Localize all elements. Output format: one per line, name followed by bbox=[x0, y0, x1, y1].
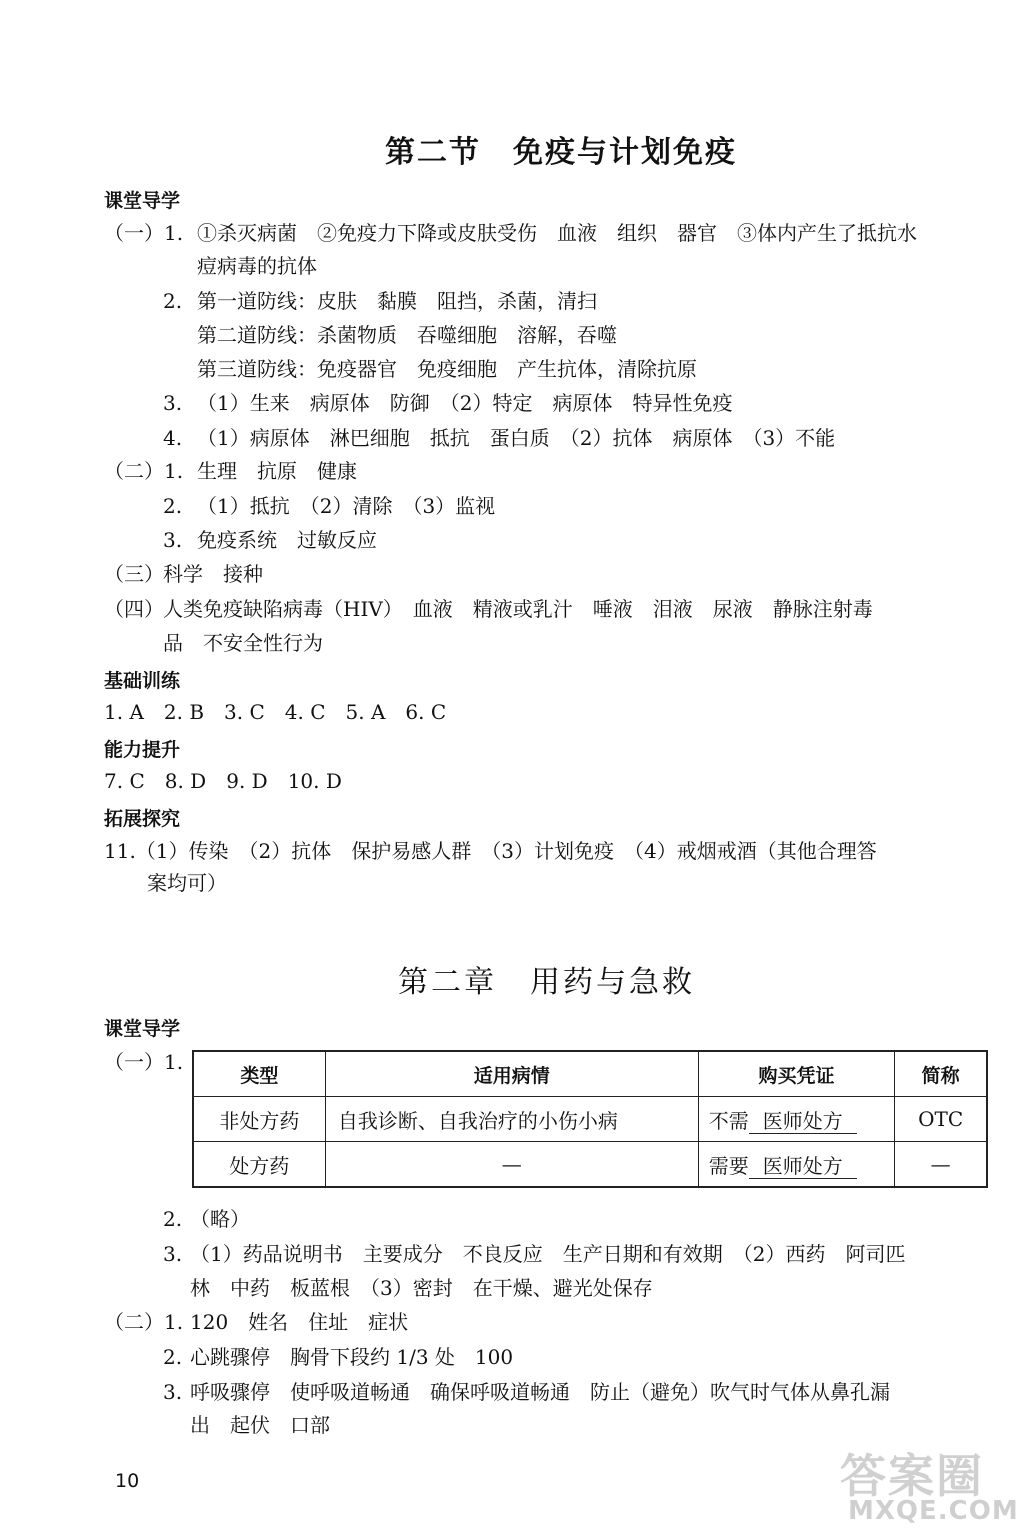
buy-prefix: 需要 bbox=[708, 1153, 749, 1178]
answer-line: 生理 抗原 健康 bbox=[197, 459, 357, 483]
item-number: 2. bbox=[163, 289, 183, 313]
answer-line: ①杀灭病菌 ②免疫力下降或皮肤受伤 血液 组织 器官 ③体内产生了抵抗水 bbox=[197, 221, 917, 245]
watermark-logo bbox=[840, 1440, 1020, 1530]
table-cell-type: 非处方药 bbox=[193, 1097, 325, 1142]
item-number: 3. bbox=[163, 528, 183, 552]
table-header: 类型 bbox=[193, 1051, 325, 1097]
answer-line: 林 中药 板蓝根 （3）密封 在干燥、避光处保存 bbox=[190, 1276, 653, 1300]
heading-basic: 基础训练 bbox=[104, 670, 181, 692]
answer-line: 呼吸骤停 使呼吸道畅通 确保呼吸道畅通 防止（避免）吹气时气体从鼻孔漏 bbox=[190, 1380, 890, 1404]
answer-line: 1. A 2. B 3. C 4. C 5. A 6. C bbox=[104, 700, 447, 724]
answer-line: （1）药品说明书 主要成分 不良反应 生产日期和有效期 （2）西药 阿司匹 bbox=[190, 1242, 906, 1266]
answer-line: 第三道防线：免疫器官 免疫细胞 产生抗体，清除抗原 bbox=[197, 357, 697, 381]
answer-line: 痘病毒的抗体 bbox=[197, 254, 317, 278]
heading-extend: 拓展探究 bbox=[104, 808, 181, 830]
answer-line: 120 姓名 住址 症状 bbox=[190, 1310, 409, 1334]
table-cell-abbr: OTC bbox=[895, 1097, 987, 1142]
table-cell-type: 处方药 bbox=[193, 1142, 325, 1188]
table-header: 简称 bbox=[895, 1051, 987, 1097]
answer-line: （略） bbox=[190, 1207, 250, 1231]
page-number: 10 bbox=[115, 1470, 140, 1492]
item-number: 2. bbox=[163, 1207, 183, 1231]
item-number: 4. bbox=[163, 426, 183, 450]
drug-table bbox=[192, 1050, 988, 1188]
watermark-url: MXQE.COM bbox=[848, 1496, 1019, 1526]
answer-line: 11.（1）传染 （2）抗体 保护易感人群 （3）计划免疫 （4）戒烟戒酒（其他合理答 bbox=[104, 839, 877, 863]
chapter-title: 第二章 用药与急救 bbox=[398, 965, 695, 1000]
answer-line: 案均可） bbox=[147, 871, 227, 895]
answer-line: （1）抵抗 （2）清除 （3）监视 bbox=[197, 494, 496, 518]
item-label: （二）1. bbox=[104, 1310, 184, 1334]
item-number: 2. bbox=[163, 494, 183, 518]
table-header: 购买凭证 bbox=[698, 1051, 894, 1097]
answer-line: 品 不安全性行为 bbox=[163, 631, 323, 655]
item-label: （一）1. bbox=[104, 1050, 184, 1074]
heading-classroom: 课堂导学 bbox=[104, 190, 181, 212]
item-number: 3. bbox=[163, 391, 183, 415]
section-title: 第二节 免疫与计划免疫 bbox=[385, 135, 737, 170]
answer-line: 第一道防线：皮肤 黏膜 阻挡，杀菌，清扫 bbox=[197, 289, 597, 313]
buy-value: 医师处方 bbox=[749, 1154, 857, 1179]
answer-line: （1）病原体 淋巴细胞 抵抗 蛋白质 （2）抗体 病原体 （3）不能 bbox=[197, 426, 836, 450]
answer-line: 7. C 8. D 9. D 10. D bbox=[104, 769, 342, 793]
buy-prefix: 不需 bbox=[708, 1108, 749, 1133]
table-row bbox=[193, 1142, 987, 1188]
table-cell-abbr: — bbox=[895, 1142, 987, 1188]
table-cell-buy bbox=[698, 1142, 894, 1188]
table-row bbox=[193, 1097, 987, 1142]
answer-line: 人类免疫缺陷病毒（HIV） 血液 精液或乳汁 唾液 泪液 尿液 静脉注射毒 bbox=[163, 597, 873, 621]
table-cell-condition: — bbox=[325, 1142, 698, 1188]
item-label: （二）1. bbox=[104, 459, 184, 483]
heading-ability: 能力提升 bbox=[104, 739, 181, 761]
heading-classroom: 课堂导学 bbox=[104, 1018, 181, 1040]
answer-line: 心跳骤停 胸骨下段约 1/3 处 100 bbox=[190, 1345, 514, 1369]
table-cell-condition: 自我诊断、自我治疗的小伤小病 bbox=[325, 1097, 698, 1142]
table-header: 适用病情 bbox=[325, 1051, 698, 1097]
table-cell-buy bbox=[698, 1097, 894, 1142]
answer-line: 出 起伏 口部 bbox=[190, 1413, 330, 1437]
buy-value: 医师处方 bbox=[749, 1109, 857, 1134]
answer-line: 第二道防线：杀菌物质 吞噬细胞 溶解，吞噬 bbox=[197, 323, 617, 347]
answer-line: （1）生来 病原体 防御 （2）特定 病原体 特异性免疫 bbox=[197, 391, 733, 415]
item-number: 2. bbox=[163, 1345, 183, 1369]
answer-line: 科学 接种 bbox=[163, 562, 263, 586]
item-number: 3. bbox=[163, 1242, 183, 1266]
item-label: （三） bbox=[104, 562, 164, 586]
answer-line: 免疫系统 过敏反应 bbox=[197, 528, 377, 552]
watermark-text: 答案圈 bbox=[840, 1449, 984, 1503]
item-number: 3. bbox=[163, 1380, 183, 1404]
table-header-row bbox=[193, 1051, 987, 1097]
item-label: （一）1. bbox=[104, 221, 184, 245]
item-label: （四） bbox=[104, 597, 164, 621]
